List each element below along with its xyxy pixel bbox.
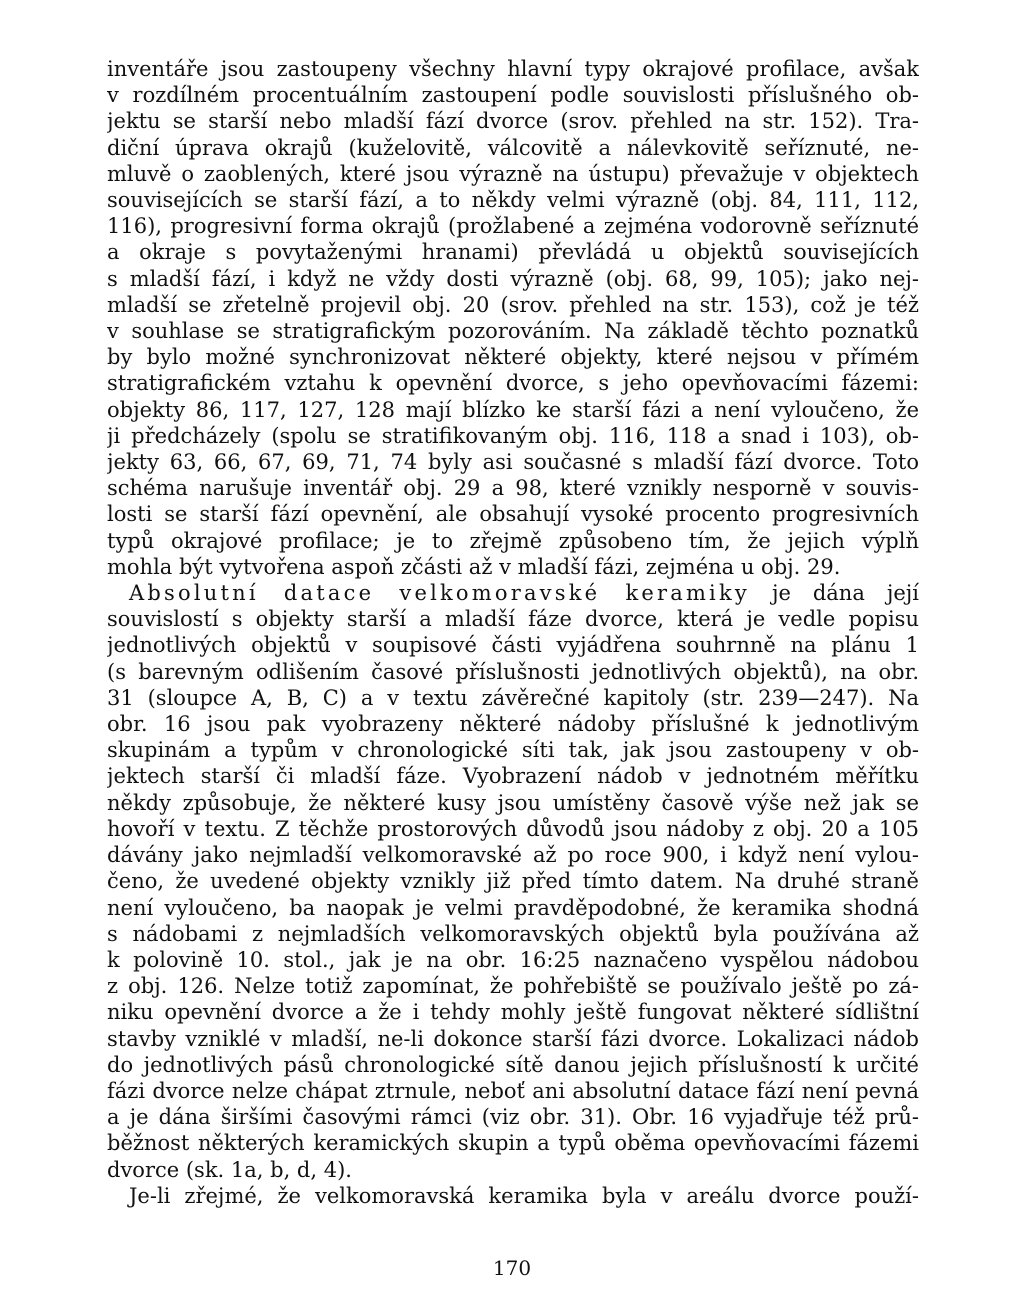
text-line: jektu se starší nebo mladší fází dvorce (srov. přehled na str. 152). Tra- — [107, 109, 919, 134]
text-line: mluvě o zaoblených, které jsou výrazně na ústupu) převažuje v objektech — [107, 161, 919, 186]
text-line: 116), progresivní forma okrajů (prožlabené a zejména vodorovně seříznuté — [107, 214, 919, 239]
text-fragment: je dána její — [771, 581, 919, 606]
text-line: 31 (sloupce A, B, C) a v textu závěrečné kapitoly (str. 239—247). Na — [107, 685, 919, 710]
text-line: jektech starší či mladší fáze. Vyobrazení nádob v jednotném měřítku — [107, 764, 919, 789]
text-line: niku opevnění dvorce a že i tehdy mohly ještě fungovat některé sídlištní — [107, 1000, 919, 1025]
text-line: diční úprava okrajů (kuželovitě, válcovitě a nálevkovitě seříznuté, ne- — [107, 135, 919, 160]
text-line: dávány jako nejmladší velkomoravské až po roce 900, i když není vylou- — [107, 843, 919, 868]
paragraph-2 — [107, 580, 919, 1183]
text-line: fázi dvorce nelze chápat ztrnule, neboť ani absolutní datace fází není pevná — [107, 1078, 919, 1103]
text-line: dvorce (sk. 1a, b, d, 4). — [107, 1157, 352, 1182]
text-line: k polovině 10. stol., jak je na obr. 16:25 naznačeno vyspělou nádobou — [107, 947, 919, 972]
text-line: stavby vzniklé v mladší, ne-li dokonce starší fázi dvorce. Lokalizaci nádob — [107, 1026, 919, 1051]
text-line: čeno, že uvedené objekty vznikly již před tímto datem. Na druhé straně — [107, 869, 919, 894]
text-line: a okraje s povytaženými hranami) převládá u objektů souvisejících — [107, 240, 919, 265]
text-line: schéma narušuje inventář obj. 29 a 98, které vznikly nesporně v souvis- — [107, 476, 919, 501]
text-line: v rozdílném procentuálním zastoupení podle souvislosti příslušného ob- — [107, 83, 919, 108]
text-line: objekty 86, 117, 127, 128 mají blízko ke starší fázi a není vyloučeno, že — [107, 397, 919, 422]
text-line: někdy způsobuje, že některé kusy jsou umístěny časově výše než jak se — [107, 790, 919, 815]
paragraph-2-first-line — [107, 580, 919, 606]
page-body-text — [107, 56, 919, 1209]
text-line: není vyloučeno, ba naopak je velmi pravděpodobné, že keramika shodná — [107, 895, 919, 920]
text-line: souvisejících se starší fází, a to někdy velmi výrazně (obj. 84, 111, 112, — [107, 188, 919, 213]
text-line: souvislostí s objekty starší a mladší fáze dvorce, která je vedle popisu — [107, 607, 919, 632]
text-line: s nádobami z nejmladších velkomoravských objektů byla používána až — [107, 921, 919, 946]
text-line: z obj. 126. Nelze totiž zapomínat, že pohřebiště se používalo ještě po zá- — [107, 974, 919, 999]
text-line: mladší se zřetelně projevil obj. 20 (srov. přehled na str. 153), což je též — [107, 292, 919, 317]
text-line: Je-li zřejmé, že velkomoravská keramika byla v areálu dvorce použí- — [129, 1183, 919, 1208]
text-line: obr. 16 jsou pak vyobrazeny některé nádoby příslušné k jednotlivým — [107, 712, 919, 737]
text-line: typů okrajové profilace; je to zřejmě způsobeno tím, že jejich výplň — [107, 528, 919, 553]
page-number: 170 — [492, 1256, 532, 1280]
text-line: a je dána širšími časovými rámci (viz obr. 31). Obr. 16 vyjadřuje též prů- — [107, 1105, 919, 1130]
text-line: ji předcházely (spolu se stratifikovaným obj. 116, 118 a snad i 103), ob- — [107, 423, 919, 448]
text-line: běžnost některých keramických skupin a typů oběma opevňovacími fázemi — [107, 1131, 919, 1156]
text-line: hovoří v textu. Z těchže prostorových důvodů jsou nádoby z obj. 20 a 105 — [107, 816, 919, 841]
text-line: v souhlase se stratigrafickým pozorováním. Na základě těchto poznatků — [107, 319, 919, 344]
paragraph-1 — [107, 56, 919, 580]
text-line: stratigrafickém vztahu k opevnění dvorce, s jeho opevňovacími fázemi: — [107, 371, 919, 396]
text-line: (s barevným odlišením časové příslušnosti jednotlivých objektů), na obr. — [107, 659, 919, 684]
text-line: jednotlivých objektů v soupisové části vyjádřena souhrnně na plánu 1 — [107, 633, 919, 658]
text-line: inventáře jsou zastoupeny všechny hlavní typy okrajové profilace, avšak — [107, 57, 919, 81]
text-line: jekty 63, 66, 67, 69, 71, 74 byly asi současné s mladší fází dvorce. Toto — [107, 450, 919, 475]
emphasized-heading-phrase: Absolutní datace velkomoravské keramiky — [129, 581, 750, 606]
text-line: s mladší fází, i když ne vždy dosti výrazně (obj. 68, 99, 105); jako nej- — [107, 266, 919, 291]
text-line: by bylo možné synchronizovat některé objekty, které nejsou v přímém — [107, 345, 919, 370]
text-line: skupinám a typům v chronologické síti tak, jak jsou zastoupeny v ob- — [107, 738, 919, 763]
text-line: do jednotlivých pásů chronologické sítě danou jejich příslušností k určité — [107, 1052, 919, 1077]
paragraph-3 — [107, 1183, 919, 1209]
text-line: mohla být vytvořena aspoň zčásti až v mladší fázi, zejména u obj. 29. — [107, 554, 841, 579]
text-line: losti se starší fází opevnění, ale obsahují vysoké procento progresivních — [107, 502, 919, 527]
